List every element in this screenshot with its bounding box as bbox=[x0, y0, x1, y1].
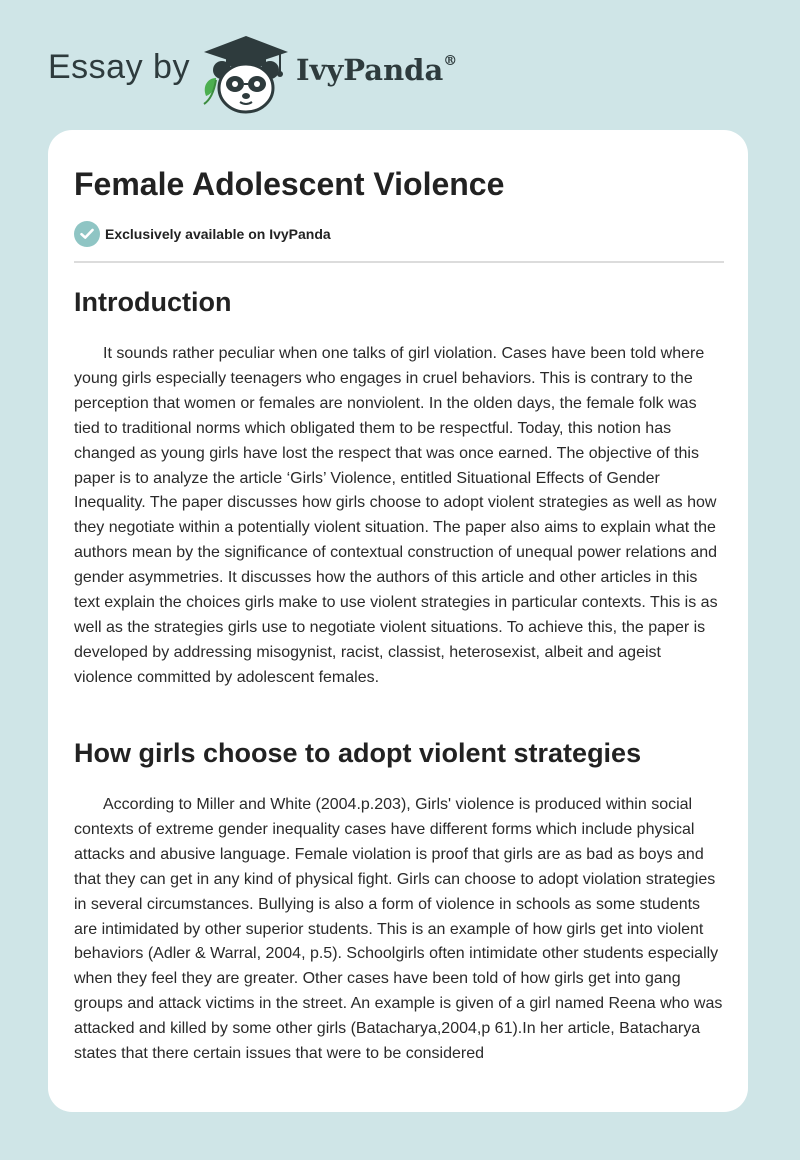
section-heading-violent-strategies: How girls choose to adopt violent strategies bbox=[74, 738, 642, 768]
page-title: Female Adolescent Violence bbox=[74, 166, 505, 202]
brand-name-text: IvyPanda bbox=[296, 53, 444, 87]
divider bbox=[74, 261, 724, 263]
exclusive-badge bbox=[74, 221, 331, 247]
site-header bbox=[48, 28, 488, 118]
brand-name[interactable] bbox=[296, 53, 458, 87]
section-heading-introduction: Introduction bbox=[74, 287, 232, 317]
essay-card bbox=[48, 130, 748, 1112]
exclusive-label: Exclusively available on IvyPanda bbox=[105, 226, 331, 242]
violent-strategies-paragraph: According to Miller and White (2004.p.203), Girls' violence is produced within social contexts of extreme gender inequality cases have different forms which include physical attacks and abusive language. Female violation is proof that girls are as bad as boys and that they can get in any kind of physical fight. Girls can choose to adopt violation strategies in several circumstances. Bullying is also a form of violence in schools as some students are intimidated by other superior students. This is an example of how girls get into violent behaviors (Adler & Warral, 2004, p.5). Schoolgirls often intimidate other students especially when they feel they are greater. Other cases have been told of how girls get into gang groups and attack victims in the street. An example is given of a girl named Reena who was attacked and killed by some other girls (Batacharya,2004,p 61).In her article, Batacharya states that there certain issues that were to be considered bbox=[74, 796, 723, 1063]
brand-prefix: Essay by bbox=[48, 48, 190, 86]
check-icon bbox=[74, 221, 100, 247]
introduction-paragraph: It sounds rather peculiar when one talks of girl violation. Cases have been told where young girls especially teenagers who engages in cruel behaviors. This is contrary to the perception that women or females are nonviolent. In the olden days, the female folk was tied to traditional norms which obligated them to be respectful. Today, this notion has changed as young girls have lost the respect that was once earned. The objective of this paper is to analyze the article ‘Girls’ Violence, entitled Situational Effects of Gender Inequality. The paper discusses how girls choose to adopt violent strategies as well as how they negotiate within a potentially violent situation. The paper also aims to explain what the authors mean by the significance of contextual construction of unequal power relations and gender asymmetries. It discusses how the authors of this article and other articles in this text explain the choices girls make to use violent strategies in particular contexts. This is as well as the strategies girls use to negotiate violent situations. To achieve this, the paper is developed by addressing misogynist, racist, classist, heterosexist, albeit and ageist violence committed by adolescent females. bbox=[74, 345, 718, 686]
registered-mark: ® bbox=[443, 53, 458, 69]
panda-graduate-icon[interactable] bbox=[200, 34, 292, 114]
